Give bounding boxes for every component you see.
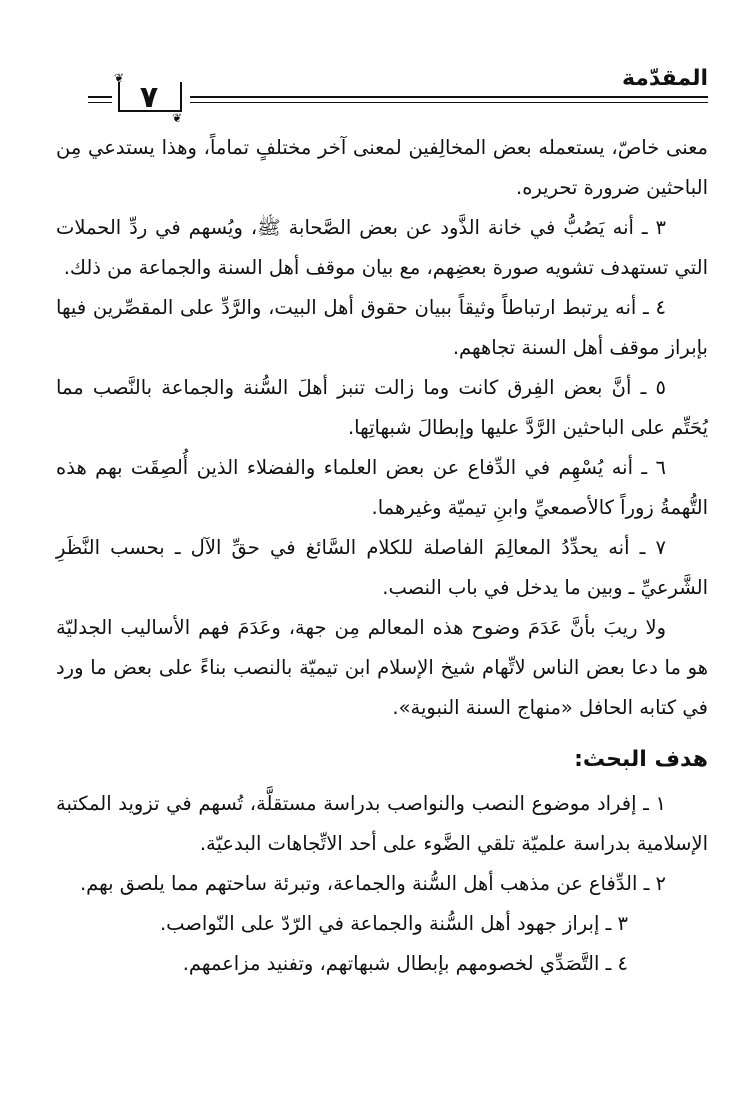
header-rule-thin xyxy=(190,102,708,103)
list-item: ١ ـ إفراد موضوع النصب والنواصب بدراسة مستقلَّة، تُسهم في تزويد المكتبة الإسلامية بدراسة علميّة تلقي الضَّوء على أحد الاتِّجاهات البدعيّة. xyxy=(56,792,708,855)
page-body xyxy=(56,128,708,984)
page-header xyxy=(0,0,750,130)
paragraph: ٧ ـ أنه يحدِّدُ المعالِمَ الفاصلة للكلام السَّائغ في حقِّ الآل ـ بحسب النَّظَرِ الشَّرعيِّ ـ وبين ما يدخل في باب النصب. xyxy=(56,536,708,599)
list-item: ٢ ـ الدِّفاع عن مذهب أهل السُّنة والجماعة، وتبرئة ساحتهم مما يلصق بهم. xyxy=(79,872,666,895)
paragraph: ٣ ـ أنه يَصُبُّ في خانة الذَّود عن بعض الصَّحابة ﷺ، ويُسهم في ردِّ الحملات التي تستهدف تشويه صورة بعضِهم، مع بيان موقف أهل السنة والجماعة من ذلك. xyxy=(56,216,708,279)
paragraph: ٥ ـ أنَّ بعض الفِرق كانت وما زالت تنبز أهلَ السُّنة والجماعة بالنَّصب مما يُحَتِّم على الباحثين الرَّدَّ عليها وإبطالَ شبهاتِها. xyxy=(56,376,708,439)
paragraph: ٤ ـ أنه يرتبط ارتباطاً وثيقاً ببيان حقوق أهل البيت، والرَّدِّ على المقصِّرين فيها بإبراز موقف أهل السنة تجاههم. xyxy=(56,296,708,359)
paragraph: ٦ ـ أنه يُسْهِم في الدِّفاع عن بعض العلماء والفضلاء الذين أُلصِقَت بهم هذه التُّهمةُ زوراً كالأصمعيِّ وابنِ تيميّة وغيرهما. xyxy=(56,456,708,519)
chapter-title: المقدّمة xyxy=(621,66,708,91)
ornament-icon: ❦ xyxy=(114,71,125,85)
section-heading: هدف البحث: xyxy=(574,747,708,772)
header-rule-left-thin xyxy=(88,102,112,103)
paragraph: ولا ريبَ بأنَّ عَدَمَ وضوح هذه المعالم مِن جهة، وعَدَمَ فهم الأساليب الجدليّة هو ما دعا بعض الناس لاتِّهام شيخ الإسلام ابن تيميّة بالنصب بناءً على بعض ما ورد في كتابه الحافل «منهاج السنة النبوية». xyxy=(56,616,708,719)
list-item: ٣ ـ إبراز جهود أهل السُّنة والجماعة في الرّدّ على النّواصب. xyxy=(159,912,628,935)
header-rule xyxy=(190,96,708,98)
paragraph: معنى خاصّ، يستعمله بعض المخالِفين لمعنى آخر مختلفٍ تماماً، وهذا يستدعي مِن الباحثين ضرورة تحريره. xyxy=(56,136,708,199)
page-number: ٧ xyxy=(139,80,159,115)
header-rule-left xyxy=(88,96,112,98)
list-item: ٤ ـ التَّصَدِّي لخصومهم بإبطال شبهاتهم، وتفنيد مزاعمهم. xyxy=(182,952,628,975)
ornament-icon: ❦ xyxy=(172,111,183,125)
